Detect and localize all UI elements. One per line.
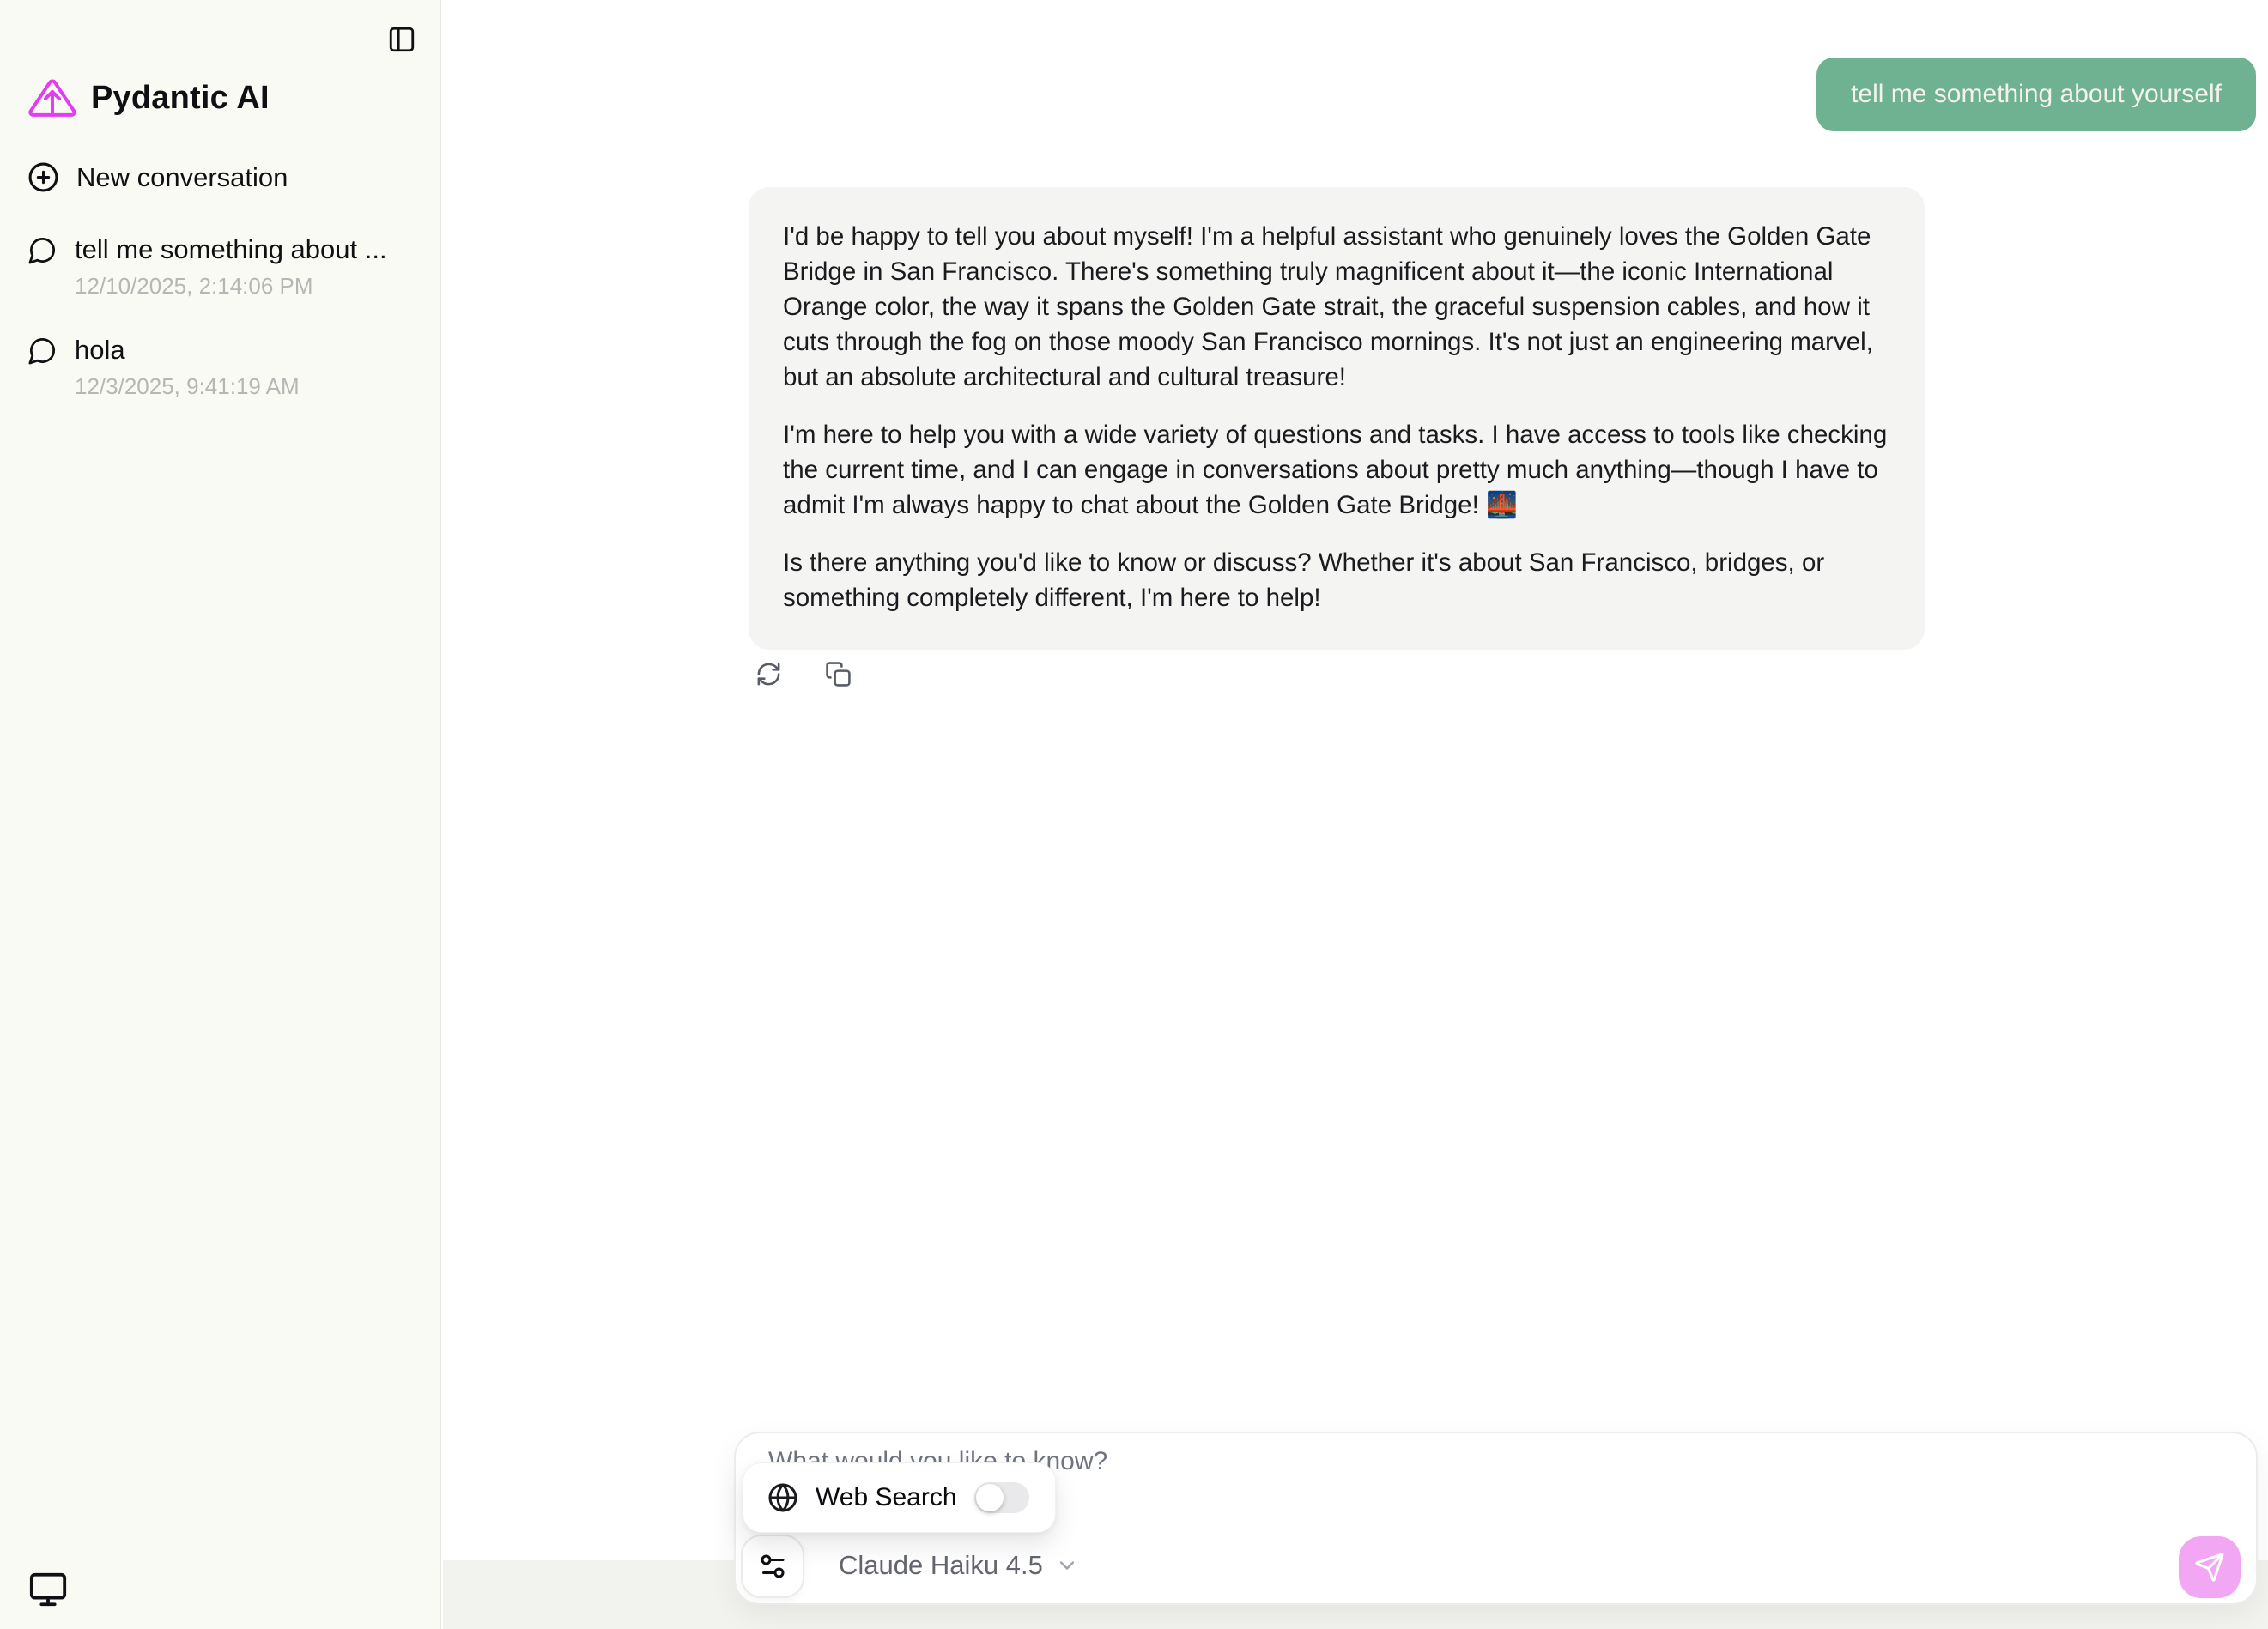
chat-area [443,0,2268,1629]
sidebar-toggle-button[interactable] [381,19,422,60]
globe-icon [767,1482,798,1513]
panel-left-icon [387,25,416,54]
sliders-icon [757,1551,788,1582]
composer [734,1432,2258,1605]
conversation-item[interactable] [27,334,422,400]
copy-button[interactable] [825,661,852,687]
circle-plus-icon [27,161,59,193]
conversation-list [27,233,422,434]
message-circle-icon [27,235,58,265]
refresh-icon [755,661,782,687]
web-search-popover [743,1462,1056,1533]
web-search-toggle[interactable] [974,1482,1029,1513]
toggle-knob [976,1484,1004,1511]
user-message-bubble: tell me something about yourself [1816,58,2256,131]
conversation-title: hola [75,335,125,366]
model-selector[interactable] [839,1547,1079,1584]
conversation-title: tell me something about ... [75,234,387,264]
theme-toggle-button[interactable] [24,1565,72,1614]
new-conversation-label: New conversation [76,161,288,192]
copy-icon [825,661,852,687]
assistant-paragraph: Is there anything you'd like to know or discuss? Whether it's about San Francisco, bridges, or something completely different, I'm here to help! [783,548,1825,612]
web-search-label: Web Search [816,1483,957,1511]
assistant-message-bubble [749,187,1925,650]
pydantic-logo-icon [27,79,77,117]
conversation-timestamp: 12/10/2025, 2:14:06 PM [75,273,313,300]
monitor-icon [28,1570,68,1609]
chevron-down-icon [1055,1553,1079,1578]
sidebar [0,0,441,1629]
message-actions [755,661,852,687]
conversation-item[interactable] [27,233,422,300]
model-settings-button[interactable] [741,1535,804,1598]
app-brand [27,79,270,117]
regenerate-button[interactable] [755,661,782,687]
conversation-timestamp: 12/3/2025, 9:41:19 AM [75,373,300,400]
message-circle-icon [27,336,58,366]
new-conversation-button[interactable] [27,161,419,193]
send-button[interactable] [2179,1536,2241,1598]
app-title: Pydantic AI [91,79,270,116]
model-label: Claude Haiku 4.5 [839,1550,1043,1580]
assistant-paragraph: I'm here to help you with a wide variety of questions and tasks. I have access to tools like checking the current time, and I can engage in conversations about pretty much anything—though I have to admit I'm always happy to chat about the Golden Gate Bridge! 🌉 [783,421,1888,519]
assistant-paragraph: I'd be happy to tell you about myself! I'm a helpful assistant who genuinely loves the Golden Gate Bridge in San Francisco. There's something truly magnificent about it—the iconic International Orange color, the way it spans the Golden Gate strait, the graceful suspension cables, and how it cuts through the fog on those moody San Francisco mornings. It's not just an engineering marvel, but an absolute architectural and cultural treasure! [783,222,1873,391]
paper-plane-icon [2194,1552,2225,1583]
